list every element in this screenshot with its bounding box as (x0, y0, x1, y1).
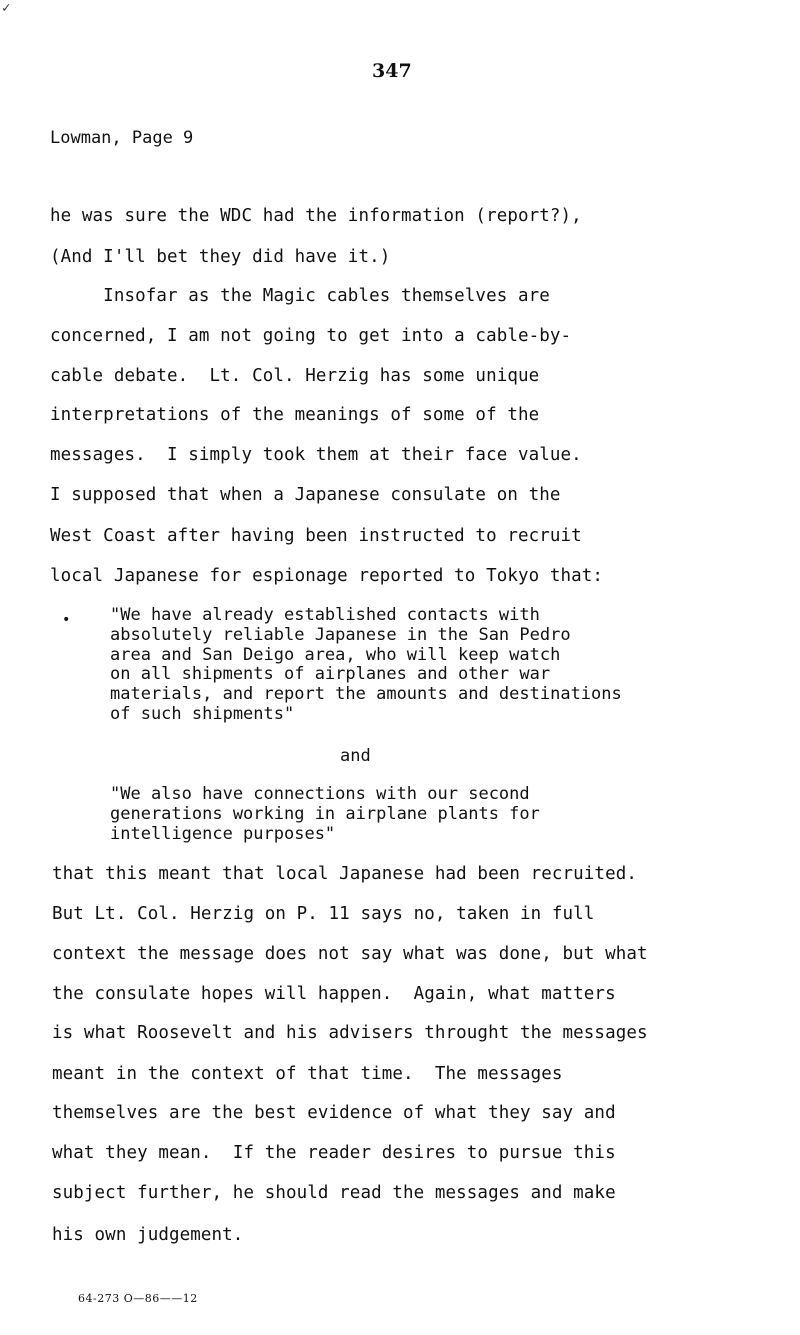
text-line: meant in the context of that time. The messages (52, 1064, 563, 1084)
print-code-footer: 64-273 O—86——12 (78, 1292, 198, 1305)
text-line: the consulate hopes will happen. Again, what matters (52, 984, 616, 1004)
quote-block-2: "We also have connections with our second generations working in airplane plants for intelligence purposes" (110, 784, 540, 844)
conjunction-and: and (340, 746, 371, 766)
text-line: is what Roosevelt and his advisers throught the messages (52, 1023, 648, 1043)
quote-block-1: "We have already established contacts with absolutely reliable Japanese in the San Pedro area and San Deigo area, who will keep watch on all shipments of airplanes and other war materials, and report the amounts and destinations of such shipments" (110, 605, 622, 724)
page-header: Lowman, Page 9 (50, 128, 194, 148)
text-line: I supposed that when a Japanese consulate on the (50, 485, 561, 505)
text-line: context the message does not say what was done, but what (52, 944, 648, 964)
check-mark: ✓ (2, 0, 11, 16)
text-line: interpretations of the meanings of some of the (50, 405, 540, 425)
text-line: his own judgement. (52, 1225, 244, 1245)
text-line: concerned, I am not going to get into a cable-by- (50, 326, 572, 346)
text-line: cable debate. Lt. Col. Herzig has some unique (50, 366, 540, 386)
text-line: he was sure the WDC had the information (report?), (50, 206, 582, 226)
text-line: that this meant that local Japanese had been recruited. (52, 864, 637, 884)
text-line: (And I'll bet they did have it.) (50, 247, 391, 267)
text-line: West Coast after having been instructed to recruit (50, 526, 582, 546)
text-line: But Lt. Col. Herzig on P. 11 says no, taken in full (52, 904, 595, 924)
text-line: themselves are the best evidence of what they say and (52, 1103, 616, 1123)
bullet-mark: • (62, 612, 71, 628)
text-line: messages. I simply took them at their face value. (50, 445, 582, 465)
page-number: 347 (372, 60, 412, 82)
text-line: local Japanese for espionage reported to Tokyo that: (50, 566, 604, 586)
text-line: Insofar as the Magic cables themselves are (50, 286, 550, 306)
text-line: subject further, he should read the messages and make (52, 1183, 616, 1203)
text-line: what they mean. If the reader desires to pursue this (52, 1143, 616, 1163)
